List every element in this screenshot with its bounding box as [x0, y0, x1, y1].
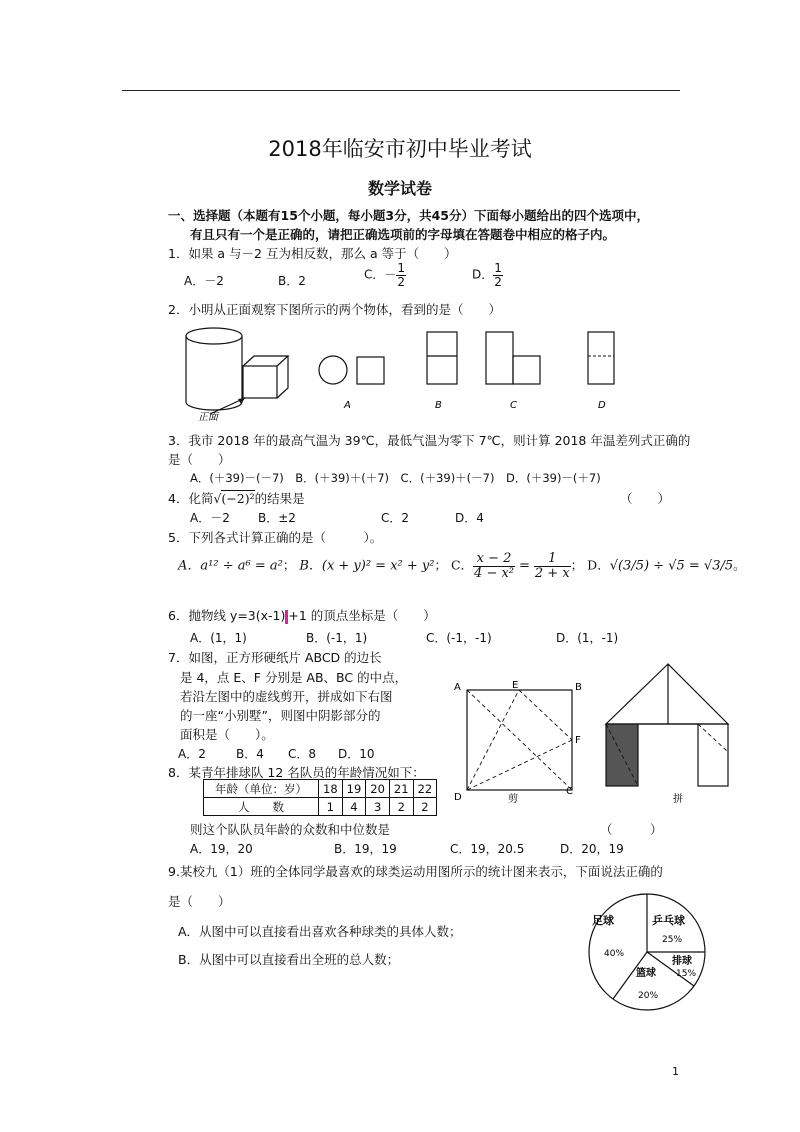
pie-label-pingpong: 乒乓球 [652, 914, 685, 927]
q1-option-d [472, 262, 503, 288]
optB-shape [427, 332, 457, 384]
q2-stem: 2．小明从正面观察下图所示的两个物体，看到的是（ ） [168, 302, 501, 317]
q7-villa-figure [598, 660, 748, 810]
q4-radicand: (−2)² [221, 491, 255, 506]
q2-label-c: C [510, 400, 517, 411]
table-cell: 21 [389, 780, 413, 798]
section-heading-line1: 一、选择题（本题有15个小题，每小题3分，共45分）下面每小题给出的四个选项中， [168, 208, 649, 223]
table-cell: 22 [413, 780, 437, 798]
q7-line1: 7．如图，正方形硬纸片 ABCD 的边长 [168, 650, 382, 665]
q4-option-a: A．－2 [190, 511, 230, 525]
section-heading-line2: 有且只有一个是正确的，请把正确选项前的字母填在答题卷中相应的格子内。 [190, 227, 616, 242]
q1-option-b: B．2 [278, 274, 306, 288]
q5-end: 。 [733, 557, 746, 573]
q2-figure [0, 322, 800, 422]
q4-prefix: 4．化简 [168, 491, 214, 506]
q1-d-prefix: D． [472, 267, 494, 282]
q7-line4: 的一座“小别墅”，则图中阴影部分的 [180, 708, 381, 723]
q1-stem: 1．如果 a 与－2 互为相反数，那么 a 等于（ ） [168, 246, 457, 261]
table-cell: 19 [342, 780, 366, 798]
q1-option-a: A．－2 [184, 274, 224, 288]
pie-pct-basketball: 20% [638, 991, 659, 1001]
sqrt-sign: √ [213, 491, 222, 506]
q9-line1: 9.某校九（1）班的全体同学最喜欢的球类运动用图所示的统计图来表示，下面说法正确的 [168, 864, 663, 879]
table-cell: 3 [366, 798, 390, 816]
q4-paren: （ ） [620, 491, 671, 506]
optC-tall [486, 332, 513, 384]
table-header-age: 年龄（单位：岁） [204, 780, 319, 798]
pie-label-football: 足球 [592, 914, 614, 927]
q3-line2: 是（ ） [168, 452, 231, 467]
q6-option-d: D．(1，-1) [556, 631, 619, 645]
q7-line3: 若沿左图中的虚线剪开，拼成如下右图 [180, 689, 393, 704]
q8-option-b: B．19，19 [334, 842, 397, 856]
q8-question: 则这个队队员年龄的众数和中位数是 [190, 822, 391, 837]
q1-c-fraction [396, 262, 406, 288]
q1-d-den: 2 [494, 274, 502, 289]
q6-option-b: B．(-1，1) [306, 631, 368, 645]
label-c: C [566, 786, 573, 797]
q7-option-d: D．10 [338, 747, 375, 761]
pie-pct-volleyball: 15% [676, 969, 697, 979]
q7-square-figure [452, 680, 592, 805]
q5-option-a: A．a¹² ÷ a⁶ = a² [178, 558, 283, 574]
q2-label-d: D [598, 400, 606, 411]
label-e: E [512, 680, 519, 691]
q6-stem [168, 606, 436, 624]
q5-c-lhs [473, 552, 515, 580]
front-label: 正面 [198, 412, 218, 423]
q5-c-den: 4 − x² [474, 565, 515, 581]
exam-title: 2018年临安市初中毕业考试 [268, 137, 532, 161]
q1-c-num: 1 [397, 261, 406, 275]
page-number: 1 [672, 1065, 679, 1078]
label-a: A [454, 682, 461, 693]
table-row [204, 780, 437, 798]
q9-option-b: B．从图中可以直接看出全班的总人数； [178, 952, 400, 967]
q1-d-fraction [493, 262, 503, 288]
cylinder-drawing [186, 328, 242, 410]
pie-pct-football: 40% [604, 949, 625, 959]
q1-c-prefix: C．－ [364, 267, 397, 282]
q7-line5: 面积是（ ）。 [180, 727, 274, 742]
label-f: F [575, 735, 581, 746]
q1-c-den: 2 [397, 274, 406, 289]
header-rule [122, 90, 680, 91]
table-cell: 4 [342, 798, 366, 816]
cube-drawing [243, 356, 288, 398]
table-header-count: 人 数 [204, 798, 319, 816]
q7-option-b: B．4 [236, 747, 264, 761]
q5-c-num: x − 2 [473, 552, 515, 567]
q5-d-prefix: D． [587, 557, 610, 573]
pie-label-volleyball: 排球 [672, 956, 692, 967]
q5-sep3: ； [570, 557, 584, 573]
table-row [204, 798, 437, 816]
table-cell: 1 [319, 798, 343, 816]
q1-option-c [364, 262, 406, 288]
q8-paren: （ ） [600, 822, 663, 837]
table-cell: 2 [413, 798, 437, 816]
q4-option-c: C．2 [381, 511, 410, 525]
q5-options [178, 552, 746, 580]
q5-c-eq: = [519, 558, 530, 574]
q7-line2: 是 4，点 E、F 分别是 AB、BC 的中点， [180, 670, 408, 685]
q7-option-c: C．8 [288, 747, 317, 761]
q5-c-rnum: 1 [534, 552, 571, 567]
q6-option-a: A．(1，1) [190, 631, 247, 645]
q5-c-prefix: C． [450, 557, 474, 573]
label-b: B [575, 682, 582, 693]
pie-pct-pingpong: 25% [662, 935, 683, 945]
optC-square [513, 356, 540, 384]
q8-option-d: D．20，19 [560, 842, 624, 856]
q2-label-a: A [344, 400, 351, 411]
q1-d-num: 1 [494, 261, 502, 275]
q4-suffix: 的结果是 [254, 491, 305, 506]
exam-subtitle: 数学试卷 [367, 179, 432, 198]
q5-sep2: ； [434, 557, 447, 573]
q3-line1: 3．我市 2018 年的最高气温为 39℃，最低气温为零下 7℃，则计算 2018 年温差列式正确的 [168, 433, 691, 448]
q4-option-b: B．±2 [258, 511, 296, 525]
q8-stem: 8．某青年排球队 12 名队员的年龄情况如下： [168, 765, 425, 780]
cut-label: 剪 [508, 794, 518, 805]
q6-suffix: +1 的顶点坐标是（ ） [288, 608, 436, 623]
q2-label-b: B [435, 400, 442, 411]
optD-shape [588, 332, 614, 384]
q8-option-c: C．19，20.5 [450, 842, 525, 856]
table-cell: 2 [389, 798, 413, 816]
q9-line2: 是（ ） [168, 894, 231, 909]
table-cell: 18 [319, 780, 343, 798]
optA-square [357, 357, 384, 384]
q9-option-a: A．从图中可以直接看出喜欢各种球类的具体人数； [178, 924, 462, 939]
q5-option-b: B．(x + y)² = x² + y² [299, 558, 435, 574]
q5-sep1: ； [282, 557, 296, 573]
optA-circle [319, 356, 347, 384]
q4-stem [168, 489, 305, 507]
q8-option-a: A．19，20 [190, 842, 253, 856]
age-table [203, 779, 437, 816]
q6-option-c: C．(-1，-1) [426, 631, 492, 645]
label-d: D [454, 792, 462, 803]
q5-stem: 5．下列各式计算正确的是（ ）。 [168, 530, 383, 545]
q4-option-d: D．4 [455, 511, 484, 525]
q6-prefix: 6．抛物线 y=3(x-1) [168, 608, 286, 623]
table-cell: 20 [366, 780, 390, 798]
q5-c-rden: 2 + x [534, 565, 570, 581]
q5-option-d: √(3/5) ÷ √5 = √3/5 [609, 558, 734, 574]
q5-c-rhs [534, 552, 571, 580]
q7-option-a: A．2 [178, 747, 206, 761]
q3-options: A．(＋39)－(－7) B．(＋39)＋(＋7) C．(＋39)＋(－7) D．(＋39)－(＋7) [190, 471, 601, 485]
pie-label-basketball: 篮球 [636, 968, 656, 979]
assemble-label: 拼 [673, 794, 683, 805]
q9-pie-figure [584, 890, 724, 1030]
